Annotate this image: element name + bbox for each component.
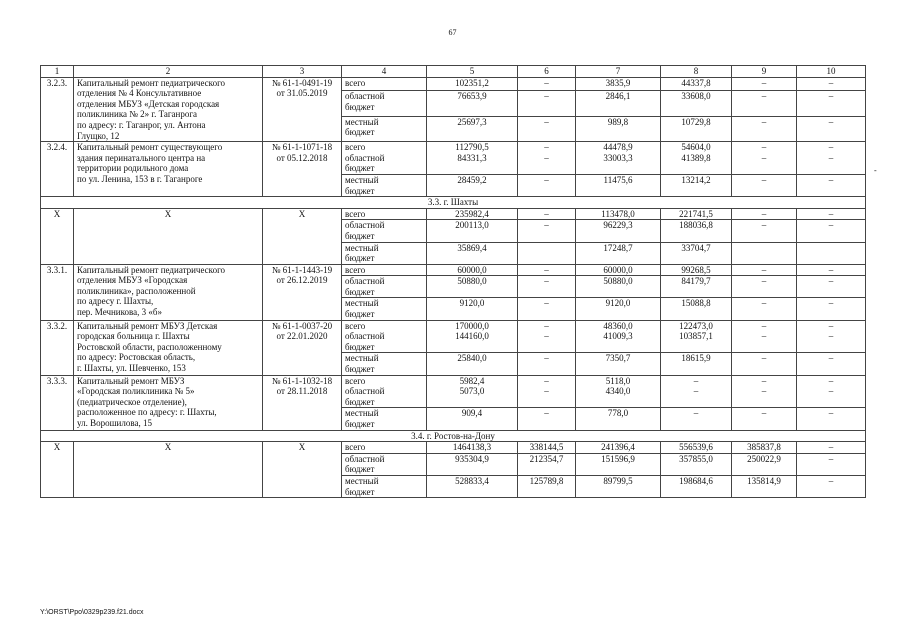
item-number: Х bbox=[41, 442, 74, 498]
text-line: всего bbox=[345, 77, 366, 88]
text-line: бюджет bbox=[345, 163, 375, 174]
column-header: 7 bbox=[576, 66, 661, 78]
value-col-6 bbox=[518, 242, 576, 264]
column-header: 2 bbox=[74, 66, 263, 78]
funding-source bbox=[342, 174, 427, 196]
text-line: № 61-1-1443-19 bbox=[271, 264, 333, 275]
text-line: местный bbox=[345, 242, 379, 253]
value-col-5: 200113,0 bbox=[427, 220, 518, 242]
value-col-6: – bbox=[518, 353, 576, 375]
value-col-9: – bbox=[732, 90, 797, 116]
funding-source bbox=[342, 408, 427, 430]
item-number: 3.3.2. bbox=[41, 320, 74, 375]
column-header: 5 bbox=[427, 66, 518, 78]
value-col-7: 3835,9 bbox=[576, 77, 661, 90]
value-line: 54604,0 bbox=[681, 142, 711, 153]
value-col-5: 60000,0 bbox=[427, 264, 518, 276]
value-col-7: 7350,7 bbox=[576, 353, 661, 375]
text-line: городская больница г. Шахты bbox=[77, 331, 190, 342]
value-col-7: 9120,0 bbox=[576, 298, 661, 320]
text-line: бюджет bbox=[345, 230, 375, 241]
value-col-6: – bbox=[518, 116, 576, 142]
value-col-9: 385837,8 bbox=[732, 442, 797, 454]
text-line: бюджет bbox=[345, 486, 375, 497]
funding-source bbox=[342, 298, 427, 320]
value-col-5: 25697,3 bbox=[427, 116, 518, 142]
text-line: бюджет bbox=[345, 253, 375, 264]
text-line: областной bbox=[345, 90, 385, 101]
value-col-7: 60000,0 bbox=[576, 264, 661, 276]
section-row bbox=[41, 197, 866, 209]
value-line: 170000,0 bbox=[455, 320, 489, 331]
text-line: Х bbox=[164, 442, 172, 453]
value-col-5: 1464138,3 bbox=[427, 442, 518, 454]
value-line: 103857,1 bbox=[679, 331, 713, 342]
value-col-8: 198684,6 bbox=[661, 475, 732, 497]
value-col-8: – bbox=[661, 408, 732, 430]
value-col-10 bbox=[797, 375, 866, 408]
text-line: г. Шахты, ул. Шевченко, 153 bbox=[77, 363, 186, 374]
item-name bbox=[74, 264, 263, 320]
text-line: отделения МБУЗ «Детская городская bbox=[77, 98, 220, 109]
section-title: 3.4. г. Ростов-на-Дону bbox=[41, 430, 866, 442]
value-col-5 bbox=[427, 142, 518, 175]
column-header: 9 bbox=[732, 66, 797, 78]
value-col-8: 357855,0 bbox=[661, 453, 732, 475]
column-header: 8 bbox=[661, 66, 732, 78]
value-line: – bbox=[544, 320, 549, 331]
text-line: по ул. Ленина, 153 в г. Таганроге bbox=[77, 173, 203, 184]
text-line: бюджет bbox=[345, 341, 375, 352]
text-line: Х bbox=[298, 442, 306, 453]
text-line: № 61-1-1032-18 bbox=[271, 375, 333, 386]
value-col-7: 113478,0 bbox=[576, 208, 661, 220]
value-col-8: 10729,8 bbox=[661, 116, 732, 142]
funding-source bbox=[342, 320, 427, 353]
funding-source bbox=[342, 208, 427, 220]
value-line: – bbox=[761, 320, 767, 331]
program-table bbox=[40, 65, 865, 498]
value-col-6 bbox=[518, 375, 576, 408]
text-line: (педиатрическое отделение), bbox=[77, 396, 187, 407]
value-line: 84331,3 bbox=[457, 152, 487, 163]
item-document bbox=[263, 442, 342, 498]
value-col-10: – bbox=[797, 174, 866, 196]
text-line: местный bbox=[345, 298, 379, 309]
text-line: от 28.11.2018 bbox=[276, 386, 328, 397]
item-document bbox=[263, 375, 342, 430]
value-line: – bbox=[544, 386, 549, 397]
item-document bbox=[263, 142, 342, 197]
value-col-10: – bbox=[797, 442, 866, 454]
text-line: Х bbox=[298, 208, 306, 219]
text-line: областной bbox=[345, 152, 385, 163]
text-line: Капитальный ремонт педиатрического bbox=[77, 264, 226, 275]
value-col-5: 28459,2 bbox=[427, 174, 518, 196]
value-line: – bbox=[828, 331, 834, 342]
text-line: Х bbox=[164, 208, 172, 219]
text-line: расположенное по адресу: г. Шахты, bbox=[77, 407, 217, 418]
value-line: – bbox=[761, 142, 767, 153]
value-line: 4340,0 bbox=[605, 386, 631, 397]
item-document bbox=[263, 320, 342, 375]
value-col-8: 188036,8 bbox=[661, 220, 732, 242]
text-line: поликлиника № 2» г. Таганрога bbox=[77, 109, 198, 120]
text-line: поликлиника», расположенной bbox=[77, 285, 196, 296]
value-col-10: – bbox=[797, 208, 866, 220]
funding-source bbox=[342, 142, 427, 175]
value-col-5 bbox=[427, 320, 518, 353]
text-line: отделения № 4 Консультативное bbox=[77, 88, 202, 99]
value-col-5: 35869,4 bbox=[427, 242, 518, 264]
column-header: 1 bbox=[41, 66, 74, 78]
text-line: территории родильного дома bbox=[77, 163, 189, 174]
text-line: Глущко, 12 bbox=[77, 130, 120, 141]
item-document bbox=[263, 208, 342, 264]
text-line: от 31.05.2019 bbox=[276, 88, 328, 99]
text-line: от 05.12.2018 bbox=[276, 152, 328, 163]
item-number: 3.2.3. bbox=[41, 77, 74, 142]
value-col-10: – bbox=[797, 276, 866, 298]
item-document bbox=[263, 264, 342, 320]
text-line: всего bbox=[345, 320, 366, 331]
column-header: 10 bbox=[797, 66, 866, 78]
value-col-10 bbox=[797, 242, 866, 264]
text-line: областной bbox=[345, 220, 385, 231]
funding-source bbox=[342, 242, 427, 264]
text-line: областной bbox=[345, 276, 385, 287]
value-col-9: – bbox=[732, 264, 797, 276]
value-col-5: 935304,9 bbox=[427, 453, 518, 475]
value-line: – bbox=[544, 331, 549, 342]
text-line: от 26.12.2019 bbox=[276, 275, 328, 286]
text-line: областной bbox=[345, 386, 385, 397]
text-line: всего bbox=[345, 208, 366, 219]
text-line: здания перинатального центра на bbox=[77, 152, 206, 163]
value-line: – bbox=[828, 320, 834, 331]
value-col-7: 989,8 bbox=[576, 116, 661, 142]
text-line: Ростовской области, расположенному bbox=[77, 341, 222, 352]
value-col-9: – bbox=[732, 220, 797, 242]
value-col-6 bbox=[518, 142, 576, 175]
value-line: – bbox=[828, 142, 834, 153]
text-line: всего bbox=[345, 375, 366, 386]
value-line: 5118,0 bbox=[605, 375, 631, 386]
page-number: 67 bbox=[448, 28, 457, 37]
text-line: бюджет bbox=[345, 101, 375, 112]
item-name bbox=[74, 77, 263, 142]
value-col-10: – bbox=[797, 77, 866, 90]
text-line: областной bbox=[345, 453, 385, 464]
value-col-8: 33704,7 bbox=[661, 242, 732, 264]
item-name bbox=[74, 320, 263, 375]
funding-source bbox=[342, 475, 427, 497]
text-line: Капитальный ремонт существующего bbox=[77, 142, 223, 153]
value-col-6: – bbox=[518, 220, 576, 242]
value-col-10: – bbox=[797, 220, 866, 242]
value-col-6: – bbox=[518, 174, 576, 196]
margin-mark: - bbox=[874, 166, 877, 175]
text-line: всего bbox=[345, 442, 366, 453]
value-col-9 bbox=[732, 242, 797, 264]
value-col-7: 96229,3 bbox=[576, 220, 661, 242]
value-col-7: 151596,9 bbox=[576, 453, 661, 475]
value-col-9: – bbox=[732, 276, 797, 298]
value-line: – bbox=[761, 152, 767, 163]
text-line: всего bbox=[345, 142, 366, 153]
value-col-8: 221741,5 bbox=[661, 208, 732, 220]
value-col-10 bbox=[797, 142, 866, 175]
value-line: 33003,3 bbox=[603, 152, 633, 163]
value-line: – bbox=[828, 152, 834, 163]
value-col-9 bbox=[732, 375, 797, 408]
text-line: бюджет bbox=[345, 286, 375, 297]
value-col-5: 235982,4 bbox=[427, 208, 518, 220]
column-header: 3 bbox=[263, 66, 342, 78]
text-line: бюджет bbox=[345, 127, 375, 138]
value-col-7: 89799,5 bbox=[576, 475, 661, 497]
value-col-6: – bbox=[518, 264, 576, 276]
value-line: – bbox=[761, 386, 767, 397]
value-col-10: – bbox=[797, 475, 866, 497]
text-line: местный bbox=[345, 174, 379, 185]
text-line: местный bbox=[345, 408, 379, 419]
table-row bbox=[41, 320, 866, 353]
value-col-6: 125789,8 bbox=[518, 475, 576, 497]
text-line: местный bbox=[345, 475, 379, 486]
text-line: отделения МБУЗ «Городская bbox=[77, 275, 188, 286]
value-col-6: 212354,7 bbox=[518, 453, 576, 475]
funding-source bbox=[342, 353, 427, 375]
value-line: – bbox=[761, 375, 767, 386]
text-line: бюджет bbox=[345, 464, 375, 475]
text-line: по адресу: г. Таганрог, ул. Антона bbox=[77, 119, 206, 130]
value-col-9: – bbox=[732, 208, 797, 220]
footer-file-path: Y:\ORST\Ppo\0329p239.f21.docx bbox=[40, 609, 144, 616]
item-name bbox=[74, 375, 263, 430]
value-col-8: 33608,0 bbox=[661, 90, 732, 116]
text-line: Капитальный ремонт МБУЗ Детская bbox=[77, 320, 218, 331]
value-col-9: 250022,9 bbox=[732, 453, 797, 475]
value-col-6: – bbox=[518, 208, 576, 220]
value-col-6: – bbox=[518, 90, 576, 116]
funding-source bbox=[342, 375, 427, 408]
value-line: 44478,9 bbox=[603, 142, 633, 153]
item-number: Х bbox=[41, 208, 74, 264]
value-col-5: 50880,0 bbox=[427, 276, 518, 298]
column-header: 6 bbox=[518, 66, 576, 78]
text-line: бюджет bbox=[345, 185, 375, 196]
value-col-6: – bbox=[518, 408, 576, 430]
funding-source bbox=[342, 276, 427, 298]
value-line: – bbox=[828, 386, 834, 397]
value-col-7: 17248,7 bbox=[576, 242, 661, 264]
value-col-6: – bbox=[518, 77, 576, 90]
text-line: № 61-1-1071-18 bbox=[271, 142, 333, 153]
text-line: пер. Мечникова, 3 «б» bbox=[77, 307, 162, 318]
value-col-8 bbox=[661, 375, 732, 408]
value-col-10: – bbox=[797, 116, 866, 142]
funding-source bbox=[342, 90, 427, 116]
value-line: – bbox=[544, 375, 549, 386]
value-col-6 bbox=[518, 320, 576, 353]
value-col-9: 135814,9 bbox=[732, 475, 797, 497]
value-line: – bbox=[544, 142, 549, 153]
value-col-8: 44337,8 bbox=[661, 77, 732, 90]
value-line: 48360,0 bbox=[603, 320, 633, 331]
text-line: № 61-1-0037-20 bbox=[271, 320, 333, 331]
value-col-5: 25840,0 bbox=[427, 353, 518, 375]
value-col-6: 338144,5 bbox=[518, 442, 576, 454]
funding-source bbox=[342, 220, 427, 242]
value-col-7: 2846,1 bbox=[576, 90, 661, 116]
value-col-8 bbox=[661, 320, 732, 353]
funding-source bbox=[342, 453, 427, 475]
value-col-10: – bbox=[797, 353, 866, 375]
section-title: 3.3. г. Шахты bbox=[41, 197, 866, 209]
item-number: 3.3.1. bbox=[41, 264, 74, 320]
value-line: 144160,0 bbox=[455, 331, 489, 342]
table-row bbox=[41, 208, 866, 220]
value-col-7 bbox=[576, 375, 661, 408]
value-col-8: 84179,7 bbox=[661, 276, 732, 298]
value-col-5: 9120,0 bbox=[427, 298, 518, 320]
value-col-8: 99268,5 bbox=[661, 264, 732, 276]
value-col-9: – bbox=[732, 408, 797, 430]
text-line: бюджет bbox=[345, 364, 375, 375]
value-col-10: – bbox=[797, 298, 866, 320]
text-line: Капитальный ремонт МБУЗ bbox=[77, 375, 185, 386]
text-line: бюджет bbox=[345, 419, 375, 429]
value-line: – bbox=[761, 331, 767, 342]
value-col-7 bbox=[576, 320, 661, 353]
value-col-6: – bbox=[518, 298, 576, 320]
text-line: ул. Ворошилова, 15 bbox=[77, 418, 152, 428]
value-line: 41009,3 bbox=[603, 331, 633, 342]
value-col-8: 556539,6 bbox=[661, 442, 732, 454]
value-line: – bbox=[828, 375, 834, 386]
value-col-8: 18615,9 bbox=[661, 353, 732, 375]
value-col-9: – bbox=[732, 353, 797, 375]
section-row bbox=[41, 430, 866, 442]
value-line: – bbox=[693, 375, 699, 386]
value-col-8 bbox=[661, 142, 732, 175]
value-col-7: 50880,0 bbox=[576, 276, 661, 298]
text-line: по адресу: Ростовская область, bbox=[77, 352, 196, 363]
text-line: от 22.01.2020 bbox=[276, 331, 328, 342]
value-col-10 bbox=[797, 320, 866, 353]
funding-source bbox=[342, 77, 427, 90]
value-col-9: – bbox=[732, 77, 797, 90]
table-body bbox=[41, 66, 866, 498]
value-col-9: – bbox=[732, 116, 797, 142]
value-col-10: – bbox=[797, 90, 866, 116]
table-row bbox=[41, 77, 866, 90]
text-line: № 61-1-0491-19 bbox=[271, 77, 333, 88]
value-col-5: 76653,9 bbox=[427, 90, 518, 116]
value-col-5: 528833,4 bbox=[427, 475, 518, 497]
value-col-7: 778,0 bbox=[576, 408, 661, 430]
value-line: – bbox=[544, 152, 549, 163]
value-line: – bbox=[693, 386, 699, 397]
value-col-10: – bbox=[797, 264, 866, 276]
text-line: по адресу г. Шахты, bbox=[77, 296, 154, 307]
value-line: 5982,4 bbox=[459, 375, 485, 386]
value-col-5: 102351,2 bbox=[427, 77, 518, 90]
value-col-5 bbox=[427, 375, 518, 408]
table-row bbox=[41, 442, 866, 454]
value-col-10: – bbox=[797, 408, 866, 430]
value-col-9 bbox=[732, 142, 797, 175]
item-number: 3.3.3. bbox=[41, 375, 74, 430]
item-name bbox=[74, 142, 263, 197]
value-line: 112790,5 bbox=[455, 142, 489, 153]
value-line: 41389,8 bbox=[681, 152, 711, 163]
table-row bbox=[41, 375, 866, 408]
text-line: всего bbox=[345, 264, 366, 275]
value-line: 122473,0 bbox=[679, 320, 713, 331]
item-number: 3.2.4. bbox=[41, 142, 74, 197]
funding-source bbox=[342, 264, 427, 276]
data-table bbox=[40, 65, 866, 498]
value-col-9: – bbox=[732, 298, 797, 320]
text-line: бюджет bbox=[345, 396, 375, 407]
value-col-5: 909,4 bbox=[427, 408, 518, 430]
value-col-9 bbox=[732, 320, 797, 353]
value-col-9: – bbox=[732, 174, 797, 196]
item-document bbox=[263, 77, 342, 142]
value-col-6: – bbox=[518, 276, 576, 298]
text-line: местный bbox=[345, 353, 379, 364]
funding-source bbox=[342, 116, 427, 142]
value-col-7 bbox=[576, 142, 661, 175]
text-line: областной bbox=[345, 331, 385, 342]
table-row bbox=[41, 264, 866, 276]
text-line: «Городская поликлиника № 5» bbox=[77, 386, 195, 397]
item-name bbox=[74, 208, 263, 264]
value-col-7: 11475,6 bbox=[576, 174, 661, 196]
text-line: Капитальный ремонт педиатрического bbox=[77, 77, 226, 88]
table-row bbox=[41, 142, 866, 175]
value-col-7: 241396,4 bbox=[576, 442, 661, 454]
value-col-10: – bbox=[797, 453, 866, 475]
text-line: бюджет bbox=[345, 309, 375, 320]
item-name bbox=[74, 442, 263, 498]
text-line: местный bbox=[345, 116, 379, 127]
funding-source bbox=[342, 442, 427, 454]
column-header-row bbox=[41, 66, 866, 78]
column-header: 4 bbox=[342, 66, 427, 78]
value-col-8: 13214,2 bbox=[661, 174, 732, 196]
value-col-8: 15088,8 bbox=[661, 298, 732, 320]
value-line: 5073,0 bbox=[459, 386, 485, 397]
